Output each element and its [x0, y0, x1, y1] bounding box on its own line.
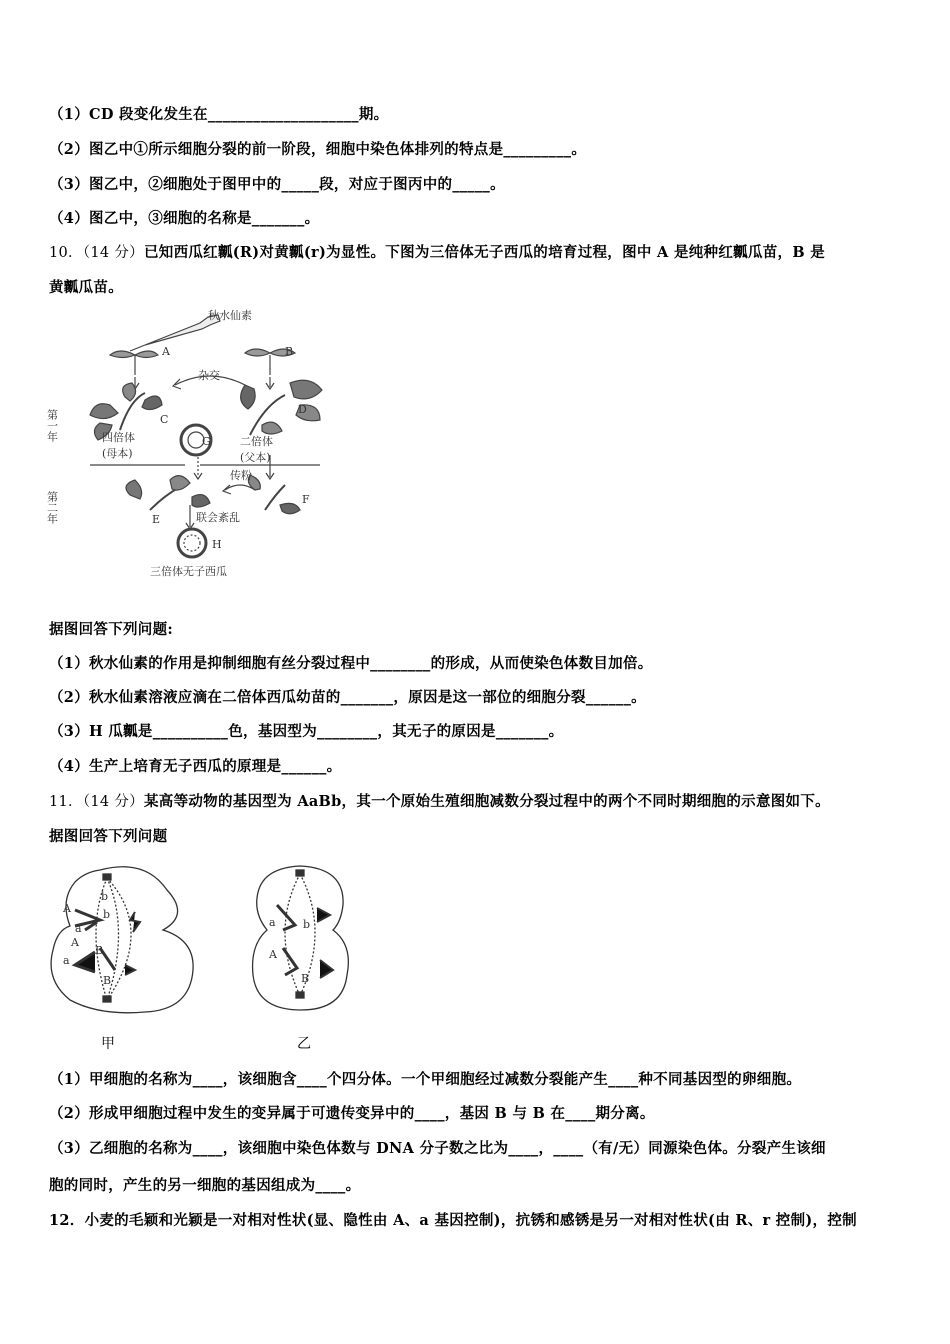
q12-number: 12． [49, 1212, 85, 1229]
q10-stem-line-2: 黄瓤瓜苗。 [49, 279, 123, 296]
cross-label: 杂交 [198, 369, 220, 382]
jia-gene-A1: A [63, 902, 71, 915]
colchicine-label: 秋水仙素 [208, 309, 252, 322]
q9-item-1: （1）CD 段变化发生在____________________期。 [49, 106, 389, 123]
q10-item-2: （2）秋水仙素溶液应滴在二倍体西瓜幼苗的_______，原因是这一部位的细胞分裂______。 [49, 689, 646, 706]
yi-gene-b: b [303, 918, 311, 931]
label-A: A [162, 345, 170, 358]
q11-item-3-line-2: 胞的同时，产生的另一细胞的基因组成为____。 [49, 1177, 361, 1194]
q9-item-3: （3）图乙中，②细胞处于图甲中的_____段，对应于图丙中的_____。 [49, 176, 505, 193]
q10-item-1: （1）秋水仙素的作用是抑制细胞有丝分裂过程中________的形成，从而使染色体数目加倍。 [49, 655, 653, 672]
jia-gene-b2: b [103, 908, 111, 921]
year-one-label: 第一年 [45, 409, 59, 442]
q12-stem-line-1 [49, 1209, 857, 1230]
q11-item-1: （1）甲细胞的名称为____，该细胞含____个四分体。一个甲细胞经过减数分裂能产生____种不同基因型的卵细胞。 [49, 1071, 802, 1088]
yi-gene-B: B [301, 972, 310, 985]
yi-gene-A: A [269, 948, 277, 961]
mother-label: (母本) [102, 447, 133, 460]
cell-division-figure [45, 860, 365, 1055]
jia-gene-a2: a [63, 954, 70, 967]
triploid-seedless-label: 三倍体无子西瓜 [150, 565, 227, 578]
jia-gene-B2: B [103, 974, 112, 987]
q9-item-4: （4）图乙中，③细胞的名称是_______。 [49, 210, 320, 227]
q11-number: 11．（14 分） [49, 794, 144, 810]
q11-item-3-line-1: （3）乙细胞的名称为____，该细胞中染色体数与 DNA 分子数之比为____，____（有/无）同源染色体。分裂产生该细 [49, 1140, 826, 1157]
cell-yi-label: 乙 [297, 1036, 311, 1052]
jia-gene-B1: B [95, 944, 104, 957]
label-F: F [302, 493, 310, 506]
q10-item-3: （3）H 瓜瓤是__________色，基因型为________，其无子的原因是_______。 [49, 723, 564, 740]
q10-item-4: （4）生产上培育无子西瓜的原理是______。 [49, 758, 342, 775]
jia-gene-b1: b [101, 890, 109, 903]
cell-jia-label: 甲 [101, 1036, 115, 1052]
pollinate-label: 传粉 [230, 469, 252, 482]
q12-stem: 小麦的毛颖和光颖是一对相对性状(显、隐性由 A、a 基因控制)，抗锈和感锈是另一对相对性状(由 R、r 控制)，控制 [84, 1212, 857, 1229]
q10-prompt: 据图回答下列问题: [49, 621, 174, 638]
q11-item-2: （2）形成甲细胞过程中发生的变异属于可遗传变异中的____，基因 B 与 B 在____期分离。 [49, 1105, 655, 1122]
tetraploid-label: 四倍体 [102, 431, 135, 444]
label-G: G [202, 435, 211, 448]
yi-gene-a: a [269, 916, 276, 929]
label-H: H [212, 538, 222, 551]
q10-stem-line-1 [49, 241, 825, 262]
q11-stem: 某高等动物的基因型为 AaBb，其一个原始生殖细胞减数分裂过程中的两个不同时期细胞的示意图如下。 [143, 793, 830, 810]
year-two-label: 第二年 [45, 491, 59, 524]
father-label: (父本) [240, 451, 271, 464]
q9-item-2: （2）图乙中①所示细胞分裂的前一阶段，细胞中染色体排列的特点是_________。 [49, 141, 587, 158]
watermelon-breeding-figure [45, 305, 340, 585]
diploid-label: 二倍体 [240, 435, 273, 448]
q10-stem: 已知西瓜红瓤(R)对黄瓤(r)为显性。下图为三倍体无子西瓜的培育过程，图中 A 是纯种红瓤瓜苗，B 是 [143, 244, 826, 261]
label-C: C [160, 413, 169, 426]
q11-stem-line-2: 据图回答下列问题 [49, 828, 168, 845]
label-B: B [285, 345, 294, 358]
q11-stem-line-1 [49, 790, 830, 811]
synapsis-label: 联会紊乱 [196, 511, 240, 524]
jia-gene-a1: a [75, 922, 82, 935]
jia-gene-A2: A [71, 936, 79, 949]
label-D: D [298, 403, 307, 416]
q10-number: 10．（14 分） [49, 245, 144, 261]
label-E: E [152, 513, 161, 526]
